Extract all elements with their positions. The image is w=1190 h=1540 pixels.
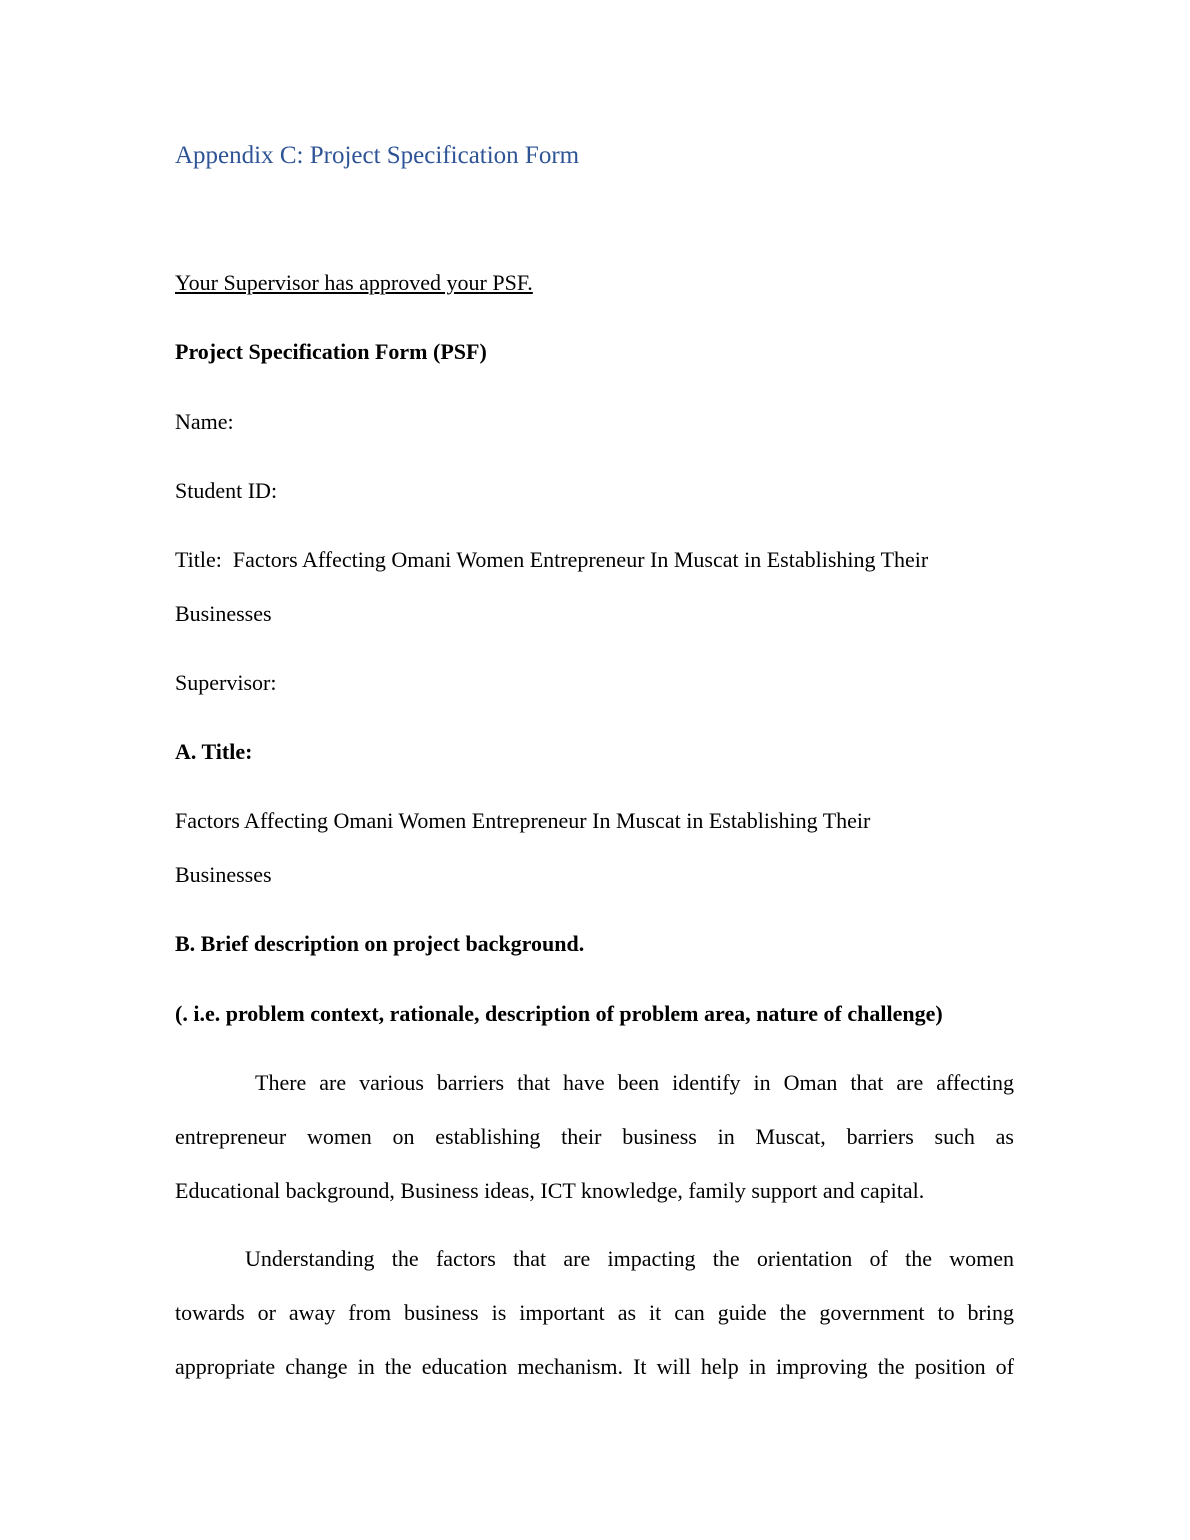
paragraph2-line1: Understanding the factors that are impacting the orientation of the women — [245, 1246, 1014, 1271]
paragraph2-line2: towards or away from business is important as it can guide the government to bring — [175, 1300, 1014, 1325]
supervisor-label: Supervisor: — [175, 670, 277, 695]
title-field — [175, 533, 928, 587]
section-b-paragraph1 — [175, 1056, 1014, 1218]
section-a-heading: A. Title: — [175, 739, 253, 764]
title-label: Title: — [175, 547, 222, 572]
paragraph1-line1: There are various barriers that have been identify in Oman that are affecting — [255, 1070, 1014, 1095]
title-value-line1: Factors Affecting Omani Women Entrepreneur In Muscat in Establishing Their — [232, 547, 929, 572]
section-b-heading: B. Brief description on project background. — [175, 931, 585, 956]
title-value-line2: Businesses — [175, 601, 272, 626]
appendix-heading: Appendix C: Project Specification Form — [175, 142, 580, 169]
paragraph1-line3: Educational background, Business ideas, ICT knowledge, family support and capital. — [175, 1178, 925, 1203]
section-a-line2: Businesses — [175, 862, 272, 887]
section-b-paragraph2 — [175, 1232, 1014, 1394]
paragraph2-line3: appropriate change in the education mechanism. It will help in improving the position of — [175, 1354, 1014, 1379]
section-a-line1: Factors Affecting Omani Women Entrepreneur In Muscat in Establishing Their — [175, 808, 871, 833]
section-b-subheading: (. i.e. problem context, rationale, description of problem area, nature of challenge) — [175, 1001, 943, 1026]
student-id-label: Student ID: — [175, 478, 278, 503]
approval-notice: Your Supervisor has approved your PSF. — [175, 270, 533, 295]
paragraph1-line2: entrepreneur women on establishing their business in Muscat, barriers such as — [175, 1124, 1014, 1149]
name-label: Name: — [175, 409, 234, 434]
form-title: Project Specification Form (PSF) — [175, 339, 487, 364]
